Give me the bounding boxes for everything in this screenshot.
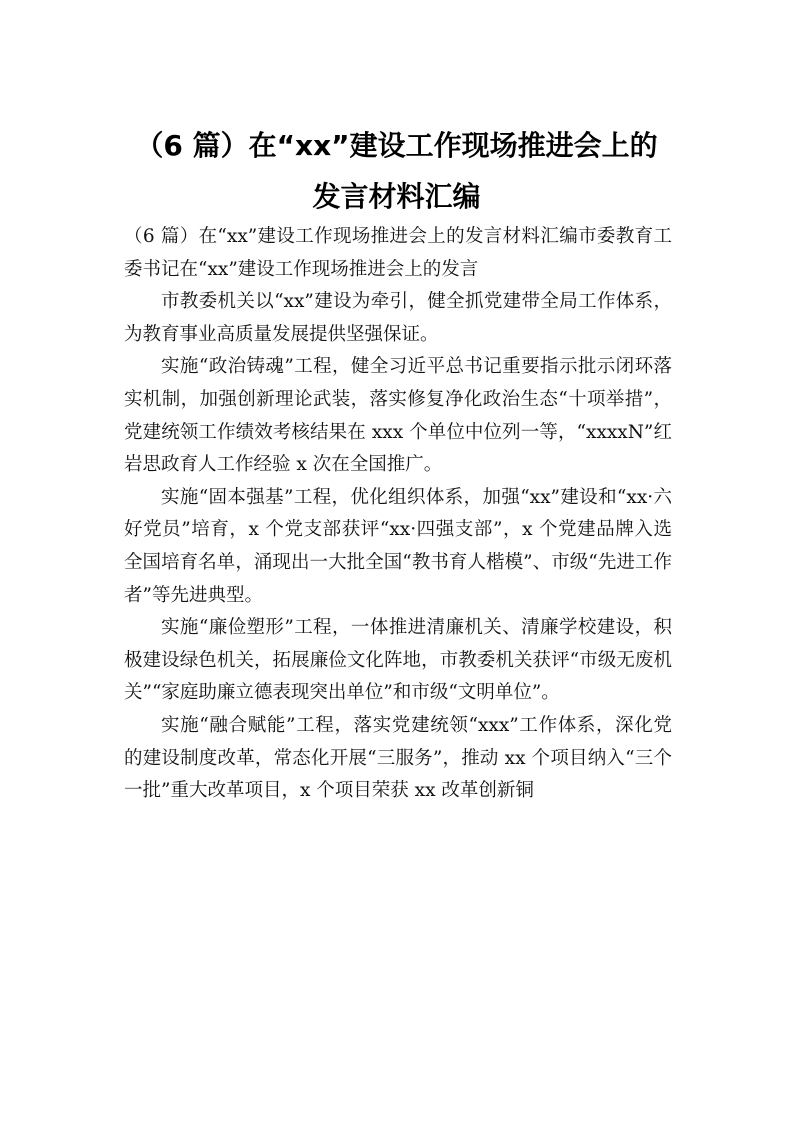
title-line-2: 发言材料汇编 bbox=[312, 180, 481, 213]
document-title bbox=[80, 120, 713, 222]
title-line-1: （6 篇）在“xx”建设工作现场推进会上的 bbox=[135, 129, 658, 162]
paragraph-political: 实施“政治铸魂”工程，健全习近平总书记重要指示批示闭环落实机制，加强创新理论武装，落实修复净化政治生态“十项举措”，党建统领工作绩效考核结果在 xxx 个单位中位列一等，“xxxxN”红岩思政育人工作经验 x 次在全国推广。 bbox=[124, 356, 672, 476]
paragraph-foundation: 实施“固本强基”工程，优化组织体系，加强“xx”建设和“xx·六好党员”培育，x 个党支部获评“xx·四强支部”，x 个党建品牌入选全国培育名单，涌现出一大批全国“教书育人楷模”、市级“先进工作者”等先进典型。 bbox=[124, 486, 672, 606]
paragraph-integrity: 实施“廉俭塑形”工程，一体推进清廉机关、清廉学校建设，积极建设绿色机关，拓展廉俭文化阵地，市教委机关获评“市级无废机关”“家庭助廉立德表现突出单位”和市级“文明单位”。 bbox=[124, 617, 672, 704]
paragraph-intro: （6 篇）在“xx”建设工作现场推进会上的发言材料汇编市委教育工委书记在“xx”建设工作现场推进会上的发言 bbox=[124, 226, 672, 280]
document-body bbox=[124, 221, 672, 808]
paragraph-overview: 市教委机关以“xx”建设为牵引，健全抓党建带全局工作体系，为教育事业高质量发展提供坚强保证。 bbox=[124, 291, 672, 345]
paragraph-integration: 实施“融合赋能”工程，落实党建统领“xxx”工作体系，深化党的建设制度改革，常态化开展“三服务”，推动 xx 个项目纳入“三个一批”重大改革项目，x 个项目荣获 xx 改革创新铜 bbox=[124, 714, 672, 802]
